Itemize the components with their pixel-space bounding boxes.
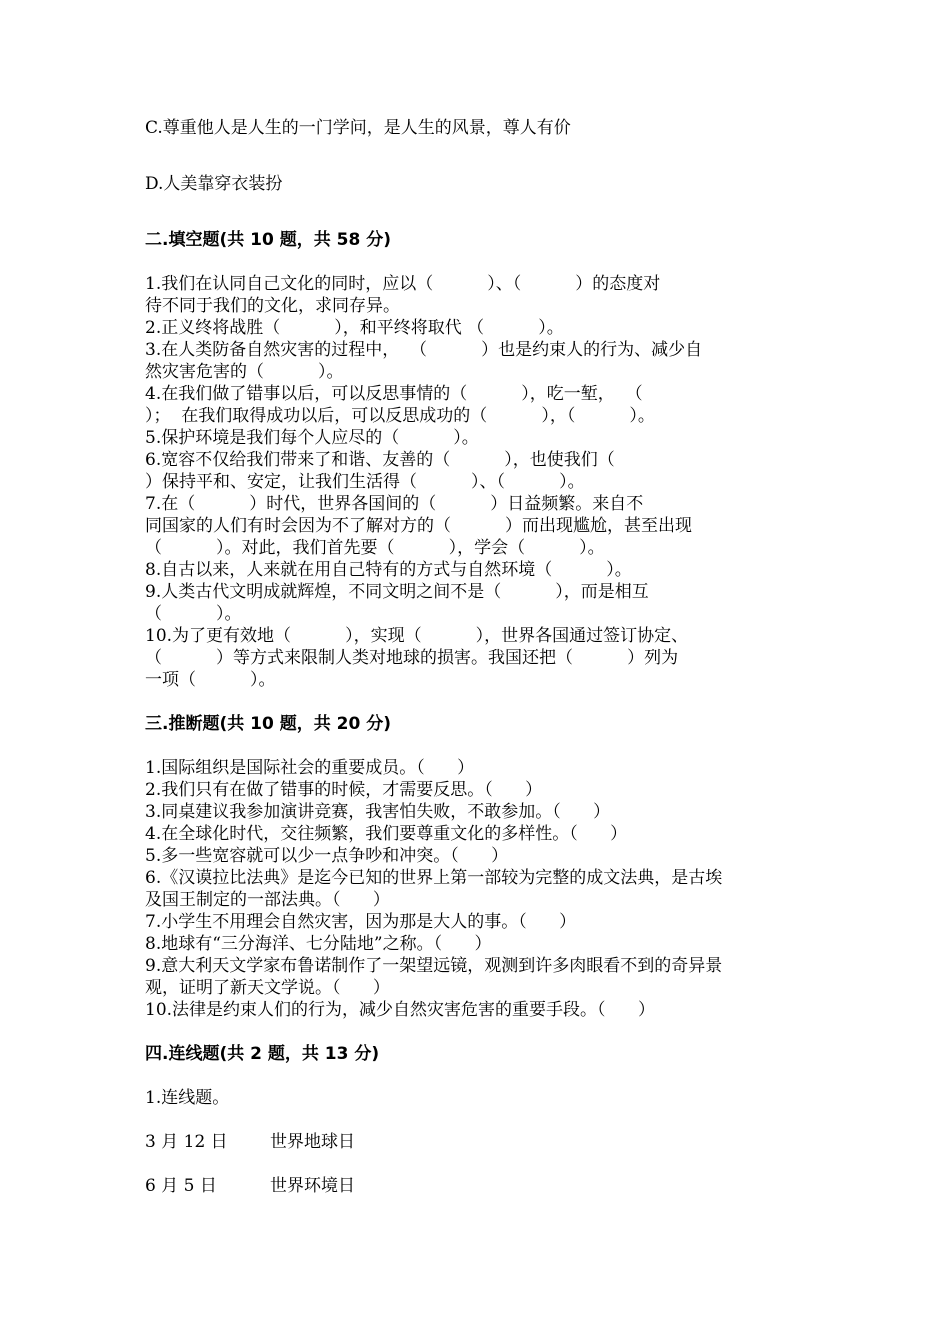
judge-line: 8.地球有“三分海洋、七分陆地”之称。（ ） — [145, 934, 492, 954]
section-2-title: 二.填空题(共 10 题，共 58 分) — [145, 230, 391, 250]
match-date: 6 月 5 日 — [145, 1176, 217, 1196]
choice-option-c: C.尊重他人是人生的一门学问，是人生的风景，尊人有价 — [145, 118, 571, 138]
match-date: 3 月 12 日 — [145, 1132, 228, 1152]
match-event: 世界环境日 — [270, 1176, 355, 1196]
judge-line: 9.意大利天文学家布鲁诺制作了一架望远镜，观测到许多肉眼看不到的奇异景 — [145, 956, 723, 976]
matching-question-1: 1.连线题。 — [145, 1088, 230, 1108]
fill-line: ）保持平和、安定，让我们生活得（ ）、（ ）。 — [145, 472, 585, 492]
judge-line: 1.国际组织是国际社会的重要成员。（ ） — [145, 758, 475, 778]
fill-line: （ ）等方式来限制人类对地球的损害。我国还把（ ）列为 — [145, 648, 679, 668]
judge-line: 3.同桌建议我参加演讲竞赛，我害怕失败，不敢参加。（ ） — [145, 802, 611, 822]
fill-line: 5.保护环境是我们每个人应尽的（ ）。 — [145, 428, 479, 448]
choice-option-d: D.人美靠穿衣装扮 — [145, 174, 283, 194]
fill-line: 待不同于我们的文化，求同存异。 — [145, 296, 400, 316]
fill-line: 6.宽容不仅给我们带来了和谐、友善的（ ），也使我们（ — [145, 450, 615, 470]
section-3-title: 三.推断题(共 10 题，共 20 分) — [145, 714, 391, 734]
fill-line: 然灾害危害的（ ）。 — [145, 362, 344, 382]
fill-line: （ ）。 — [145, 604, 242, 624]
fill-line: 同国家的人们有时会因为不了解对方的（ ）而出现尴尬，甚至出现 — [145, 516, 693, 536]
judge-line: 4.在全球化时代，交往频繁，我们要尊重文化的多样性。（ ） — [145, 824, 628, 844]
fill-line: 一项（ ）。 — [145, 670, 276, 690]
judge-line: 2.我们只有在做了错事的时候，才需要反思。（ ） — [145, 780, 543, 800]
judge-line: 观，证明了新天文学说。（ ） — [145, 978, 390, 998]
fill-line: 10.为了更有效地（ ），实现（ ），世界各国通过签订协定、 — [145, 626, 689, 646]
fill-line: 9.人类古代文明成就辉煌，不同文明之间不是（ ），而是相互 — [145, 582, 649, 602]
fill-line: 4.在我们做了错事以后，可以反思事情的（ ），吃一堑， （ — [145, 384, 643, 404]
section-4-title: 四.连线题(共 2 题，共 13 分) — [145, 1044, 380, 1064]
fill-line: 1.我们在认同自己文化的同时，应以（ ）、（ ）的态度对 — [145, 274, 661, 294]
judge-line: 5.多一些宽容就可以少一点争吵和冲突。（ ） — [145, 846, 509, 866]
fill-line: ）； 在我们取得成功以后，可以反思成功的（ ），（ ）。 — [145, 406, 655, 426]
judge-line: 及国王制定的一部法典。（ ） — [145, 890, 390, 910]
fill-line: 3.在人类防备自然灾害的过程中， （ ）也是约束人的行为、减少自 — [145, 340, 703, 360]
fill-line: 8.自古以来，人来就在用自己特有的方式与自然环境（ ）。 — [145, 560, 632, 580]
fill-line: 7.在（ ）时代，世界各国间的（ ）日益频繁。来自不 — [145, 494, 644, 514]
judge-line: 10.法律是约束人们的行为，减少自然灾害危害的重要手段。（ ） — [145, 1000, 655, 1020]
fill-line: （ ）。对此，我们首先要（ ），学会（ ）。 — [145, 538, 605, 558]
match-event: 世界地球日 — [270, 1132, 355, 1152]
judge-line: 6.《汉谟拉比法典》是迄今已知的世界上第一部较为完整的成文法典，是古埃 — [145, 868, 723, 888]
judge-line: 7.小学生不用理会自然灾害，因为那是大人的事。（ ） — [145, 912, 577, 932]
fill-line: 2.正义终将战胜（ ），和平终将取代 （ ）。 — [145, 318, 564, 338]
